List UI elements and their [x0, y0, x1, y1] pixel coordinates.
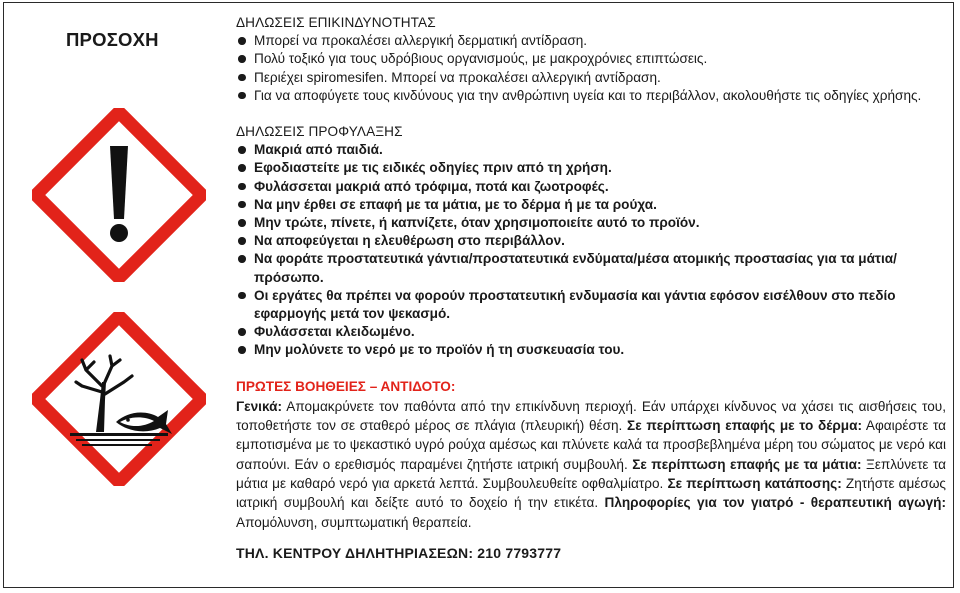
eye-contact-text: Ξεπλύνετε τα μάτια με καθαρό νερό για αρκετά λεπτά. Συμβουλευθείτε οφθαλμίατρο. [236, 456, 946, 492]
skin-contact-label: Σε περίπτωση επαφής με το δέρμα: [627, 418, 862, 434]
precaution-item: Μακριά από παιδιά. [236, 141, 946, 159]
eye-contact-label: Σε περίπτωση επαφής με τα μάτια: [632, 456, 862, 472]
first-aid-text [236, 397, 946, 532]
ingestion-label: Σε περίπτωση κατάποσης: [667, 476, 842, 492]
doctor-info-text: Απομόλυνση, συμπτωματική θεραπεία. [236, 514, 472, 530]
doctor-info-label: Πληροφορίες για τον γιατρό - θεραπευτική αγωγή: [604, 495, 946, 511]
hazard-item: Πολύ τοξικό για τους υδρόβιους οργανισμούς, με μακροχρόνιες επιπτώσεις. [236, 50, 946, 68]
precaution-item: Μην τρώτε, πίνετε, ή καπνίζετε, όταν χρησιμοποιείτε αυτό το προϊόν. [236, 214, 946, 232]
ingestion-text: Ζητήστε αμέσως ιατρική συμβουλή και δείξτε αυτό το δοχείο ή την ετικέτα. [236, 476, 946, 511]
precaution-item: Οι εργάτες θα πρέπει να φορούν προστατευτική ενδυμασία και γάντια εφόσον εισέλθουν στο πεδίο εφαρμογής μετά τον ψεκασμό. [236, 287, 946, 323]
precaution-list [236, 141, 946, 359]
precaution-heading: ΔΗΛΩΣΕΙΣ ΠΡΟΦΥΛΑΞΗΣ [236, 124, 403, 140]
exclamation-mark-pictogram [32, 108, 206, 282]
hazard-list [236, 32, 946, 105]
general-label: Γενικά: [236, 398, 282, 414]
precaution-item: Φυλάσσεται μακριά από τρόφιμα, ποτά και ζωοτροφές. [236, 178, 946, 196]
precaution-item: Φυλάσσεται κλειδωμένο. [236, 323, 946, 341]
precaution-item: Να μην έρθει σε επαφή με τα μάτια, με το δέρμα ή με τα ρούχα. [236, 196, 946, 214]
exclamation-dot [110, 224, 128, 242]
precaution-item: Να φοράτε προστατευτικά γάντια/προστατευτικά ενδύματα/μέσα ατομικής προστασίας για τα μάτια/πρόσωπο. [236, 250, 946, 286]
environment-hazard-pictogram [32, 312, 206, 486]
hazard-item: Μπορεί να προκαλέσει αλλεργική δερματική αντίδραση. [236, 32, 946, 50]
precaution-item: Μην μολύνετε το νερό με το προϊόν ή τη συσκευασία του. [236, 341, 946, 359]
general-text: Απομακρύνετε τον παθόντα από την επικίνδυνη περιοχή. Εάν υπάρχει κίνδυνος να χάσει τις αισθήσεις του, τοποθετήστε τον σε σταθερό μέρος σε πλάγια (πλευρική) θέση. [236, 398, 946, 434]
poison-center-phone: ΤΗΛ. ΚΕΝΤΡΟΥ ΔΗΛΗΤΗΡΙΑΣΕΩΝ: 210 7793777 [236, 544, 562, 561]
precaution-item: Να αποφεύγεται η ελευθέρωση στο περιβάλλον. [236, 232, 946, 250]
first-aid-heading: ΠΡΩΤΕΣ ΒΟΗΘΕΙΕΣ – ΑΝΤΙΔΟΤΟ: [236, 378, 456, 394]
precaution-item: Εφοδιαστείτε με τις ειδικές οδηγίες πριν από τη χρήση. [236, 159, 946, 177]
skin-contact-text: Αφαιρέστε τα εμποτισμένα με το ψεκαστικό υγρό ρούχα αμέσως και πλύνετε καλά τα προσβεβλημένα μέρη του σώματος με νερό και σαπούνι. Εάν ο ερεθισμός παραμένει ζητήστε ιατρική συμβουλή. [236, 418, 947, 472]
label-text [236, 14, 946, 562]
hazard-heading: ΔΗΛΩΣΕΙΣ ΕΠΙΚΙΝΔΥΝΟΤΗΤΑΣ [236, 15, 436, 30]
hazard-item: Περιέχει spiromesifen. Μπορεί να προκαλέσει αλλεργική αντίδραση. [236, 69, 946, 87]
signal-word: ΠΡΟΣΟΧΗ [66, 29, 159, 50]
hazard-item: Για να αποφύγετε τους κινδύνους για την ανθρώπινη υγεία και το περιβάλλον, ακολουθήστε τις οδηγίες χρήσης. [236, 87, 946, 105]
